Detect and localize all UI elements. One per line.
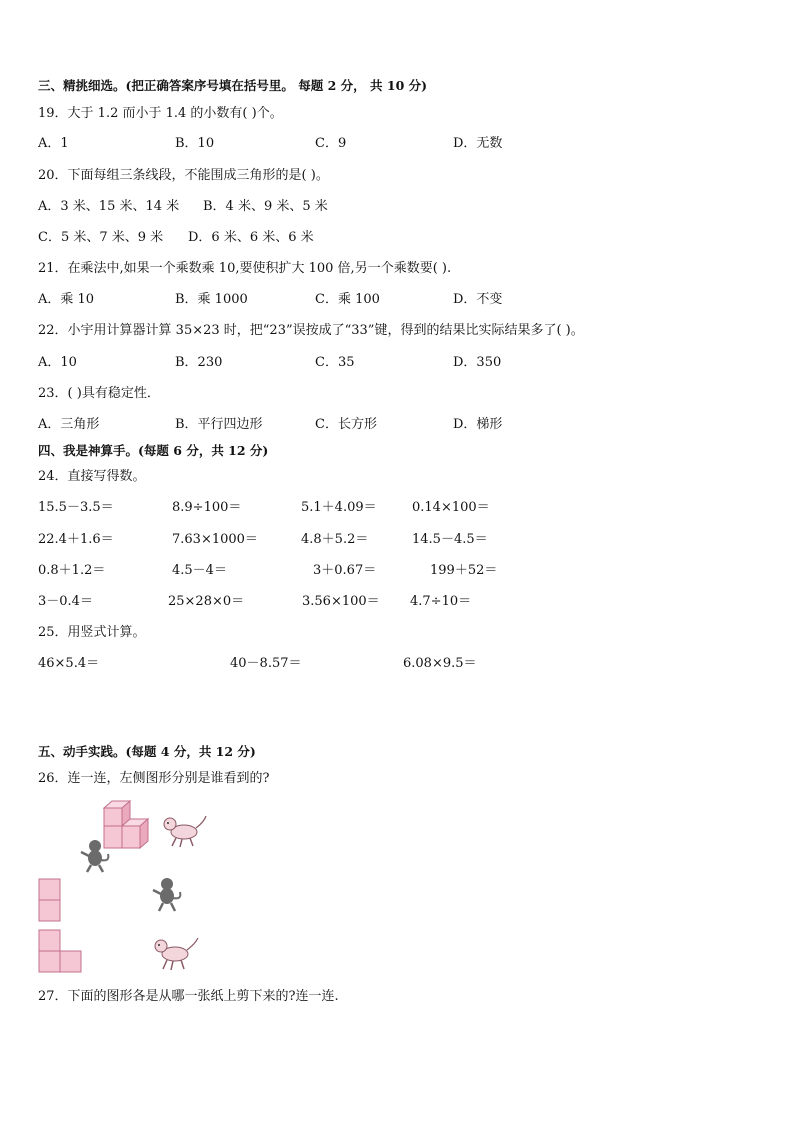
calc-item: 4.5－4＝ xyxy=(172,563,227,578)
q21-option-b: B．乘 1000 xyxy=(175,292,248,307)
calc-item: 0.8＋1.2＝ xyxy=(38,563,106,578)
vertical-calc-item: 40－8.57＝ xyxy=(230,656,302,671)
monkey-icon xyxy=(78,838,114,874)
calc-item: 3＋0.67＝ xyxy=(313,563,377,578)
q19-option-a: A．1 xyxy=(38,136,69,151)
calc-item: 0.14×100＝ xyxy=(412,500,490,515)
q22-option-d: D．350 xyxy=(453,355,502,370)
q21-option-d: D．不变 xyxy=(453,292,503,307)
vertical-calc-item: 6.08×9.5＝ xyxy=(403,656,477,671)
q21-stem: 21．在乘法中,如果一个乘数乘 10,要使积扩大 100 倍,另一个乘数要( ). xyxy=(38,261,452,276)
view-l-shape-icon xyxy=(38,929,84,975)
calc-item: 8.9÷100＝ xyxy=(172,500,242,515)
q20-option-b: B．4 米、9 米、5 米 xyxy=(203,199,328,214)
calc-item: 3－0.4＝ xyxy=(38,594,93,609)
q27-stem: 27．下面的图形各是从哪一张纸上剪下来的?连一连. xyxy=(38,989,339,1004)
calc-item: 14.5－4.5＝ xyxy=(412,532,488,547)
calc-item: 22.4＋1.6＝ xyxy=(38,532,114,547)
q24-stem: 24．直接写得数。 xyxy=(38,469,146,484)
vertical-calc-item: 46×5.4＝ xyxy=(38,656,100,671)
q19-option-d: D．无数 xyxy=(453,136,503,151)
q21-option-a: A．乘 10 xyxy=(38,292,95,307)
q22-option-a: A．10 xyxy=(38,355,77,370)
q22-option-c: C．35 xyxy=(315,355,355,370)
calc-item: 5.1＋4.09＝ xyxy=(301,500,377,515)
q22-option-b: B．230 xyxy=(175,355,223,370)
q23-stem: 23．( )具有稳定性． xyxy=(38,386,160,401)
q23-option-a: A．三角形 xyxy=(38,417,100,432)
view-two-stacked-icon xyxy=(38,878,62,924)
section-5-heading: 五、动手实践。(每题 4 分，共 12 分) xyxy=(38,744,256,759)
dog-icon xyxy=(150,934,202,974)
dog-icon xyxy=(160,812,210,850)
q23-option-d: D．梯形 xyxy=(453,417,503,432)
q25-stem: 25．用竖式计算。 xyxy=(38,625,146,640)
calc-item: 7.63×1000＝ xyxy=(172,532,258,547)
q19-option-c: C．9 xyxy=(315,136,347,151)
q20-option-d: D．6 米、6 米、6 米 xyxy=(188,230,314,245)
monkey-icon xyxy=(150,876,186,914)
calc-item: 4.7÷10＝ xyxy=(410,594,472,609)
section-4-heading: 四、我是神算手。(每题 6 分，共 12 分) xyxy=(38,443,269,458)
calc-item: 4.8＋5.2＝ xyxy=(301,532,369,547)
q20-stem: 20．下面每组三条线段，不能围成三角形的是( )。 xyxy=(38,168,329,183)
calc-item: 3.56×100＝ xyxy=(302,594,380,609)
calc-item: 199＋52＝ xyxy=(430,563,498,578)
section-3-heading: 三、精挑细选。(把正确答案序号填在括号里。 每题 2 分， 共 10 分) xyxy=(38,78,428,93)
q26-stem: 26．连一连，左侧图形分别是谁看到的? xyxy=(38,771,270,786)
q23-option-b: B．平行四边形 xyxy=(175,417,263,432)
q21-option-c: C．乘 100 xyxy=(315,292,380,307)
q22-stem: 22．小宇用计算器计算 35×23 时，把“23”误按成了“33”键，得到的结果比实际结果多了( )。 xyxy=(38,323,584,338)
calc-item: 25×28×0＝ xyxy=(168,594,245,609)
q23-option-c: C．长方形 xyxy=(315,417,377,432)
q20-option-a: A．3 米、15 米、14 米 xyxy=(38,199,180,214)
q20-option-c: C．5 米、7 米、9 米 xyxy=(38,230,164,245)
calc-item: 15.5－3.5＝ xyxy=(38,500,114,515)
q19-stem: 19．大于 1.2 而小于 1.4 的小数有( )个。 xyxy=(38,106,283,121)
q19-option-b: B．10 xyxy=(175,136,215,151)
